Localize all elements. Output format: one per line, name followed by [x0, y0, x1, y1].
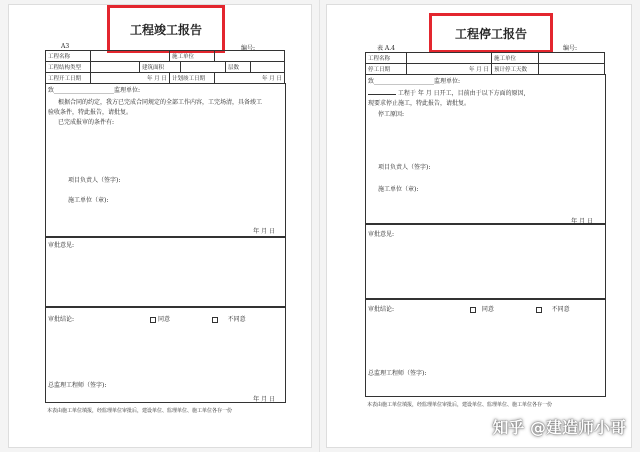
- form-number: 表 A.4: [377, 45, 395, 52]
- blank-line[interactable]: [368, 90, 396, 95]
- table-cell[interactable]: [539, 53, 605, 64]
- table-cell: 施工单位: [170, 51, 215, 62]
- form-number: A3: [61, 43, 70, 50]
- table-row: [46, 51, 285, 62]
- review-opinion-section: [45, 237, 286, 307]
- conclusion-label: 审批结论:: [368, 306, 395, 313]
- agree-option[interactable]: [470, 304, 494, 313]
- page-divider: [319, 0, 320, 452]
- body-text-1-row: [368, 88, 526, 97]
- body-text-1: 根据合同的约定，我方已完成合同规定的全部工作内容，工完场清，具备竣工: [58, 99, 263, 106]
- contractor-seal-label: 施工单位（章):: [378, 186, 419, 193]
- table-cell[interactable]: 年 月 日: [91, 73, 170, 84]
- table-cell[interactable]: [251, 62, 285, 73]
- to-line: 致____________________监理单位:: [368, 78, 461, 85]
- chief-engineer-signature-label: 总监理工程师（签字):: [368, 370, 427, 377]
- table-cell: 预计停工天数: [492, 64, 539, 75]
- pm-signature-label: 项目负责人（签字):: [378, 164, 431, 171]
- table-cell: 工程开工日期: [46, 73, 91, 84]
- checkbox-icon[interactable]: [536, 307, 542, 313]
- contractor-seal-label: 施工单位（章):: [68, 197, 109, 204]
- checkbox-icon[interactable]: [150, 317, 156, 323]
- table-cell[interactable]: 年 月 日: [407, 64, 492, 75]
- body-text-2: 验收条件，特此报告，请批复。: [48, 109, 133, 116]
- stoppage-report-title: 工程停工报告: [429, 13, 553, 53]
- body-text-1: 工程于 年 月 日开工，目前由于以下方面的原因,: [397, 90, 526, 97]
- stoppage-reason-label: 停工原因:: [378, 111, 405, 118]
- disagree-label: 不同意: [551, 306, 570, 313]
- conclusion-label: 审批结论:: [48, 316, 75, 323]
- table-cell: 施工单位: [492, 53, 539, 64]
- table-row: [46, 73, 285, 84]
- date-label: 年 月 日: [571, 218, 593, 225]
- table-cell: 工程名称: [46, 51, 91, 62]
- table-row: [46, 62, 285, 73]
- conditions-label: 已完成报审的条件有:: [58, 119, 115, 126]
- table-cell[interactable]: [91, 51, 170, 62]
- agree-label: 同意: [158, 316, 171, 323]
- completion-report-page: [8, 4, 312, 448]
- review-label: 审批意见:: [48, 242, 75, 249]
- table-cell: 停工日期: [366, 64, 407, 75]
- checkbox-icon[interactable]: [470, 307, 476, 313]
- approval-conclusion-section: [365, 299, 606, 397]
- disagree-label: 不同意: [227, 316, 246, 323]
- date-label: 年 月 日: [253, 396, 275, 403]
- pm-signature-label: 项目负责人（签字):: [68, 177, 121, 184]
- table-row: [366, 64, 605, 75]
- table-cell: 层数: [226, 62, 251, 73]
- chief-engineer-signature-label: 总监理工程师（签字):: [48, 382, 107, 389]
- serial-number-label: 编号:: [241, 45, 256, 52]
- table-cell: 建筑面积: [140, 62, 181, 73]
- table-cell: 计划竣工日期: [170, 73, 215, 84]
- to-line: 致____________________监理单位:: [48, 87, 141, 94]
- serial-number-label: 编号:: [563, 45, 578, 52]
- table-cell[interactable]: [215, 51, 285, 62]
- table-cell[interactable]: [91, 62, 140, 73]
- table-cell[interactable]: 年 月 日: [215, 73, 285, 84]
- agree-option[interactable]: [150, 314, 170, 323]
- completion-report-title: 工程竣工报告: [107, 5, 225, 53]
- zhihu-watermark: 知乎 @建造师小哥: [492, 418, 626, 437]
- table-cell[interactable]: [539, 64, 605, 75]
- footnote: 本表由施工单位填报，经监理单位审批后，建设单位、监理单位、施工单位各存一份: [47, 408, 233, 414]
- body-text-2: 现要求停止施工，特此报告，请批复。: [368, 100, 471, 107]
- report-body-section: [365, 74, 606, 224]
- stoppage-report-page: [326, 4, 632, 448]
- date-label: 年 月 日: [253, 228, 275, 235]
- approval-conclusion-section: [45, 307, 286, 403]
- table-cell[interactable]: [181, 62, 226, 73]
- table-cell: 工程名称: [366, 53, 407, 64]
- checkbox-icon[interactable]: [212, 317, 218, 323]
- report-body-section: [45, 83, 286, 237]
- table-cell[interactable]: [407, 53, 492, 64]
- table-cell: 工程结构类型: [46, 62, 91, 73]
- disagree-option[interactable]: [212, 314, 246, 323]
- agree-label: 同意: [481, 306, 494, 313]
- table-row: [366, 53, 605, 64]
- disagree-option[interactable]: [536, 304, 570, 313]
- review-opinion-section: [365, 224, 606, 299]
- review-label: 审批意见:: [368, 231, 395, 238]
- footnote: 本表由施工单位填报，经监理单位审批后，建设单位、监理单位、施工单位各存一份: [367, 402, 553, 408]
